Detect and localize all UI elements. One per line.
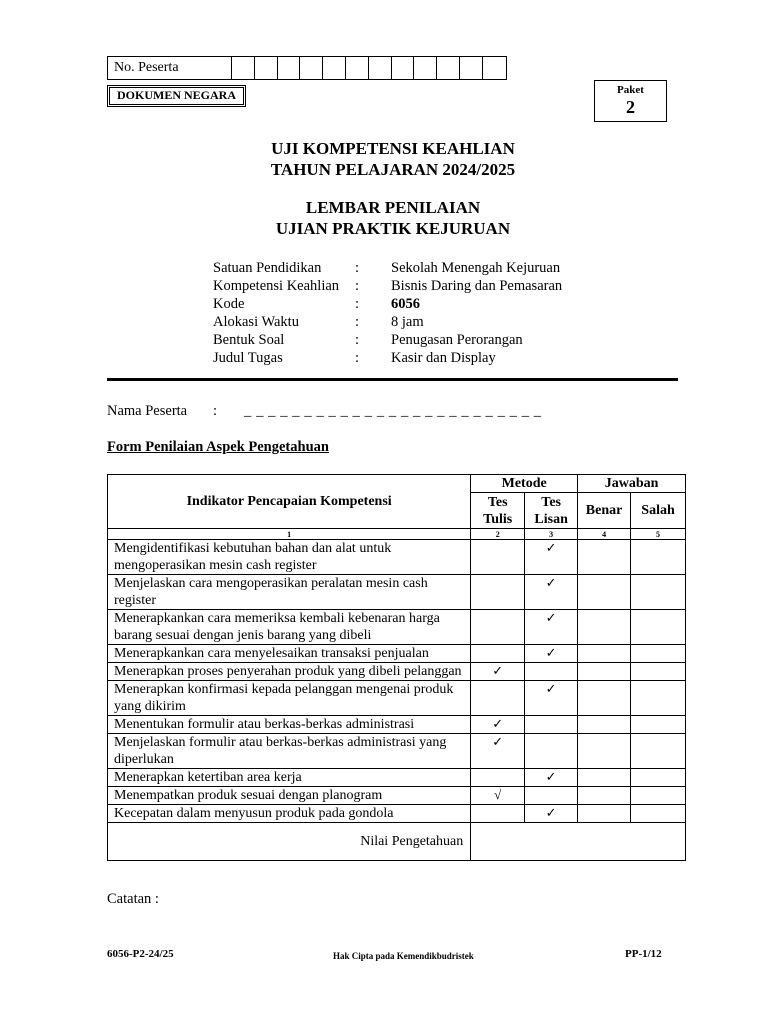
paket-box	[594, 80, 667, 122]
indikator-cell: Menempatkan produk sesuai dengan planogram	[108, 787, 471, 805]
no-peserta-digit-cell[interactable]	[300, 57, 323, 79]
salah-cell[interactable]	[631, 769, 686, 787]
benar-cell[interactable]	[578, 645, 631, 663]
salah-cell[interactable]	[631, 716, 686, 734]
no-peserta-digit-cell[interactable]	[346, 57, 369, 79]
tes-tulis-cell[interactable]: √	[471, 787, 525, 805]
nilai-row	[108, 823, 686, 861]
no-peserta-cells	[232, 57, 506, 79]
title-line-2: TAHUN PELAJARAN 2024/2025	[270, 160, 516, 179]
title-line-4: UJIAN PRAKTIK KEJURUAN	[275, 219, 511, 238]
tes-tulis-cell[interactable]: ✓	[471, 663, 525, 681]
footer-code: 6056-P2-24/25	[107, 948, 174, 960]
info-key: Judul Tugas	[213, 350, 283, 366]
info-value: 6056	[391, 296, 420, 312]
col-number: 2	[471, 529, 525, 540]
catatan-label: Catatan :	[107, 891, 159, 907]
divider-rule	[107, 378, 678, 381]
header-salah: Salah	[631, 493, 686, 529]
salah-cell[interactable]	[631, 575, 686, 610]
dokumen-negara-label: DOKUMEN NEGARA	[107, 85, 246, 107]
info-value: Kasir dan Display	[391, 350, 496, 366]
tes-tulis-cell[interactable]: ✓	[471, 734, 525, 769]
tes-lisan-cell[interactable]: ✓	[525, 681, 578, 716]
title-line-3: LEMBAR PENILAIAN	[305, 198, 481, 217]
salah-cell[interactable]	[631, 645, 686, 663]
info-value: Bisnis Daring dan Pemasaran	[391, 278, 563, 294]
benar-cell[interactable]	[578, 787, 631, 805]
tes-tulis-cell[interactable]	[471, 540, 525, 575]
tes-tulis-cell[interactable]	[471, 681, 525, 716]
info-key: Kompetensi Keahlian	[213, 278, 340, 294]
indikator-cell: Menerapkankan cara memeriksa kembali kebenaran harga barang sesuai dengan jenis barang yang dibeli	[108, 610, 471, 645]
salah-cell[interactable]	[631, 610, 686, 645]
nama-peserta-label: Nama Peserta	[107, 403, 188, 419]
table-row	[108, 610, 686, 645]
header-benar: Benar	[578, 493, 631, 529]
salah-cell[interactable]	[631, 787, 686, 805]
footer-copyright: Hak Cipta pada Kemendikbudristek	[333, 951, 474, 961]
tes-lisan-cell[interactable]: ✓	[525, 610, 578, 645]
col-number: 3	[525, 529, 578, 540]
indikator-cell: Menjelaskan formulir atau berkas-berkas administrasi yang diperlukan	[108, 734, 471, 769]
no-peserta-digit-cell[interactable]	[369, 57, 392, 79]
no-peserta-digit-cell[interactable]	[392, 57, 415, 79]
tes-lisan-cell[interactable]: ✓	[525, 575, 578, 610]
info-block	[213, 259, 562, 367]
no-peserta-digit-cell[interactable]	[232, 57, 255, 79]
no-peserta-box	[107, 56, 507, 80]
nilai-label: Nilai Pengetahuan	[108, 823, 471, 861]
header-jawaban: Jawaban	[578, 475, 686, 493]
tes-lisan-cell[interactable]	[525, 716, 578, 734]
tes-lisan-cell[interactable]	[525, 663, 578, 681]
tes-lisan-cell[interactable]: ✓	[525, 540, 578, 575]
indikator-cell: Menentukan formulir atau berkas-berkas administrasi	[108, 716, 471, 734]
indikator-cell: Mengidentifikasi kebutuhan bahan dan alat untuk mengoperasikan mesin cash register	[108, 540, 471, 575]
no-peserta-digit-cell[interactable]	[323, 57, 346, 79]
column-number-row	[108, 529, 686, 540]
col-number: 1	[108, 529, 471, 540]
salah-cell[interactable]	[631, 681, 686, 716]
paket-label: Paket	[617, 84, 644, 96]
info-key: Kode	[213, 296, 245, 312]
no-peserta-digit-cell[interactable]	[483, 57, 506, 79]
benar-cell[interactable]	[578, 769, 631, 787]
no-peserta-digit-cell[interactable]	[414, 57, 437, 79]
benar-cell[interactable]	[578, 681, 631, 716]
benar-cell[interactable]	[578, 734, 631, 769]
tes-lisan-cell[interactable]	[525, 787, 578, 805]
info-key: Satuan Pendidikan	[213, 260, 322, 276]
nilai-value-field[interactable]	[471, 823, 686, 861]
indikator-cell: Kecepatan dalam menyusun produk pada gondola	[108, 805, 471, 823]
header-indikator: Indikator Pencapaian Kompetensi	[108, 475, 471, 529]
table-row	[108, 645, 686, 663]
info-row	[213, 295, 562, 313]
nama-peserta-colon: :	[213, 403, 218, 419]
info-row	[213, 313, 562, 331]
table-row	[108, 769, 686, 787]
table-body	[108, 540, 686, 823]
table-row	[108, 663, 686, 681]
table-row	[108, 787, 686, 805]
title-line-1: UJI KOMPETENSI KEAHLIAN	[271, 139, 515, 158]
no-peserta-digit-cell[interactable]	[437, 57, 460, 79]
info-row	[213, 259, 562, 277]
salah-cell[interactable]	[631, 663, 686, 681]
col-number: 4	[578, 529, 631, 540]
benar-cell[interactable]	[578, 575, 631, 610]
info-key: Bentuk Soal	[213, 332, 285, 348]
indikator-cell: Menerapkan ketertiban area kerja	[108, 769, 471, 787]
benar-cell[interactable]	[578, 716, 631, 734]
header-metode: Metode	[471, 475, 578, 493]
indikator-cell: Menerapkan proses penyerahan produk yang dibeli pelanggan	[108, 663, 471, 681]
benar-cell[interactable]	[578, 610, 631, 645]
tes-tulis-cell[interactable]	[471, 610, 525, 645]
assessment-table	[107, 474, 686, 861]
indikator-cell: Menerapkankan cara menyelesaikan transaksi penjualan	[108, 645, 471, 663]
benar-cell[interactable]	[578, 805, 631, 823]
tes-lisan-cell[interactable]: ✓	[525, 769, 578, 787]
info-value: Sekolah Menengah Kejuruan	[391, 260, 561, 276]
info-colon: :	[355, 260, 360, 276]
table-row	[108, 540, 686, 575]
indikator-cell: Menjelaskan cara mengoperasikan peralatan mesin cash register	[108, 575, 471, 610]
tes-tulis-cell[interactable]	[471, 575, 525, 610]
tes-tulis-cell[interactable]: ✓	[471, 716, 525, 734]
nama-peserta-blank[interactable]: _ _ _ _ _ _ _ _ _ _ _ _ _ _ _ _ _ _ _ _ _ _ _ _ _	[244, 403, 542, 419]
table-row	[108, 716, 686, 734]
paket-number: 2	[626, 97, 635, 117]
indikator-cell: Menerapkan konfirmasi kepada pelanggan mengenai produk yang dikirim	[108, 681, 471, 716]
info-value: Penugasan Perorangan	[391, 332, 523, 348]
tes-tulis-cell[interactable]	[471, 645, 525, 663]
salah-cell[interactable]	[631, 805, 686, 823]
benar-cell[interactable]	[578, 540, 631, 575]
salah-cell[interactable]	[631, 734, 686, 769]
col-number: 5	[631, 529, 686, 540]
info-row	[213, 349, 562, 367]
info-row	[213, 331, 562, 349]
benar-cell[interactable]	[578, 663, 631, 681]
tes-tulis-cell[interactable]	[471, 805, 525, 823]
table-row	[108, 575, 686, 610]
table-row	[108, 805, 686, 823]
tes-lisan-cell[interactable]: ✓	[525, 805, 578, 823]
no-peserta-label: No. Peserta	[108, 57, 232, 79]
footer-page: PP-1/12	[625, 948, 662, 960]
table-row	[108, 681, 686, 716]
no-peserta-digit-cell[interactable]	[255, 57, 278, 79]
tes-lisan-cell[interactable]: ✓	[525, 645, 578, 663]
nama-peserta-line	[107, 402, 542, 420]
header-tes-tulis: Tes Tulis	[471, 493, 525, 529]
info-colon: :	[355, 314, 360, 330]
tes-lisan-cell[interactable]	[525, 734, 578, 769]
no-peserta-digit-cell[interactable]	[278, 57, 301, 79]
info-colon: :	[355, 332, 360, 348]
info-value: 8 jam	[391, 314, 424, 330]
salah-cell[interactable]	[631, 540, 686, 575]
tes-tulis-cell[interactable]	[471, 769, 525, 787]
form-title: Form Penilaian Aspek Pengetahuan	[107, 439, 329, 455]
info-row	[213, 277, 562, 295]
no-peserta-digit-cell[interactable]	[460, 57, 483, 79]
info-colon: :	[355, 296, 360, 312]
info-key: Alokasi Waktu	[213, 314, 299, 330]
header-tes-lisan: Tes Lisan	[525, 493, 578, 529]
info-colon: :	[355, 278, 360, 294]
info-colon: :	[355, 350, 360, 366]
table-row	[108, 734, 686, 769]
